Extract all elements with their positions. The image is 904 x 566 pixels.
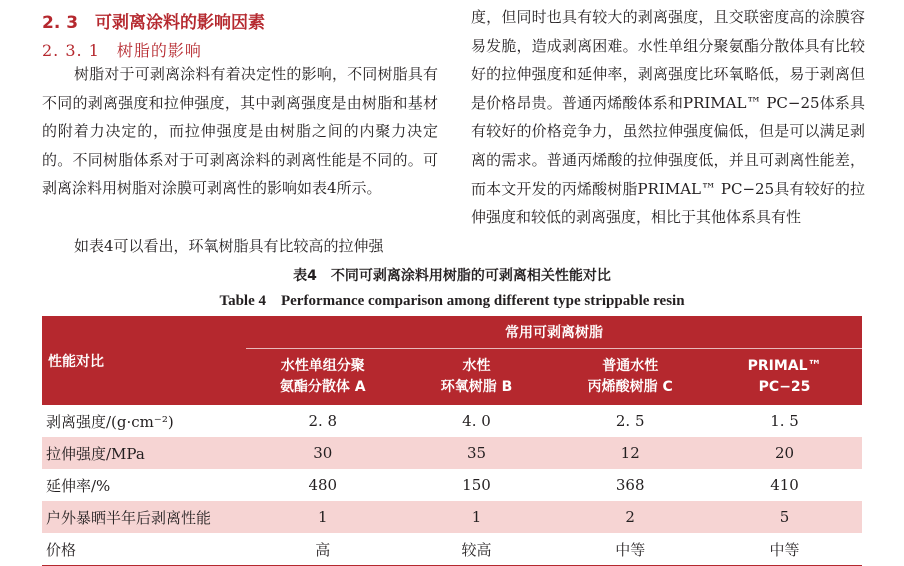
table-cell: 480 <box>308 476 338 494</box>
performance-table <box>42 316 862 566</box>
row-metric: 剥离强度/(g·cm⁻²) <box>46 412 174 431</box>
row-metric: 拉伸强度/MPa <box>42 437 246 469</box>
column-header-a: 水性单组分聚 氨酯分散体 A <box>246 349 400 406</box>
column-header-c: 普通水性 丙烯酸树脂 C <box>553 349 707 406</box>
column-header-b: 水性 环氧树脂 B <box>400 349 554 406</box>
table-cell: 2. 8 <box>308 412 338 430</box>
table-caption-cn: 表4 不同可剥离涂料用树脂的可剥离相关性能对比 <box>293 268 611 284</box>
table-cell: 150 <box>462 476 491 494</box>
table-cell: 较高 <box>461 540 492 559</box>
table-cell: 35 <box>400 437 554 469</box>
table-cell: 2. 5 <box>615 412 645 430</box>
table-cell: 20 <box>707 437 862 469</box>
table-cell: 12 <box>553 437 707 469</box>
table-cell: 1 <box>400 501 554 533</box>
table-cell: 30 <box>246 437 400 469</box>
table-row <box>42 469 862 501</box>
table-row <box>42 405 862 437</box>
table-cell: 1. 5 <box>770 412 799 430</box>
table-cell: 410 <box>770 476 799 494</box>
table-cell: 中等 <box>769 540 800 559</box>
paragraph-1: 树脂对于可剥离涂料有着决定性的影响，不同树脂具有不同的剥离强度和拉伸强度，其中剥离强度是由树脂和基材的附着力决定的，而拉伸强度是由树脂之间的内聚力决定的。不同树脂体系对于可剥离涂料的剥离性能是不同的。可剥离涂料用树脂对涂膜可剥离性的影响如表4所示。 <box>42 65 438 198</box>
table-cell: 高 <box>315 540 331 559</box>
table-cell: 368 <box>615 476 645 494</box>
table-row <box>42 533 862 566</box>
section-heading: 2. 3 可剥离涂料的影响因素 <box>42 13 266 33</box>
paragraph-3: 度，但同时也具有较大的剥离强度，且交联密度高的涂膜容易发脆，造成剥离困难。水性单组分聚氨酯分散体具有比较好的拉伸强度和延伸率，剥离强度比环氧略低，易于剥离但是价格昂贵。普通丙烯酸体系和PRIMAL™ PC−25体系具有较好的价格竞争力，虽然拉伸强度偏低，但是可以满足剥离的需求。普通丙烯酸的拉伸强度低，并且可剥离性能差，而本文开发的丙烯酸树脂PRIMAL™ PC−25具有较好的拉伸强度和较低的剥离强度，相比于其他体系具有性 <box>471 8 865 227</box>
row-metric: 户外暴晒半年后剥离性能 <box>42 501 246 533</box>
paragraph-2: 如表4可以看出，环氧树脂具有比较高的拉伸强 <box>74 237 384 255</box>
table-cell: 4. 0 <box>462 412 491 430</box>
table-cell: 中等 <box>615 540 646 559</box>
group-header: 常用可剥离树脂 <box>246 316 862 349</box>
table-row <box>42 501 862 533</box>
subsection-heading: 2. 3. 1 树脂的影响 <box>42 41 202 60</box>
column-header-pc25: PRIMAL™ PC−25 <box>707 349 862 406</box>
table-row <box>42 437 862 469</box>
row-metric: 价格 <box>46 540 77 559</box>
table-cell: 2 <box>553 501 707 533</box>
table-cell: 5 <box>707 501 862 533</box>
table-cell: 1 <box>246 501 400 533</box>
metric-header: 性能对比 <box>42 316 246 405</box>
table-caption-en: Table 4 Performance comparison among different type strippable resin <box>219 293 685 309</box>
row-metric: 延伸率/% <box>46 476 111 495</box>
